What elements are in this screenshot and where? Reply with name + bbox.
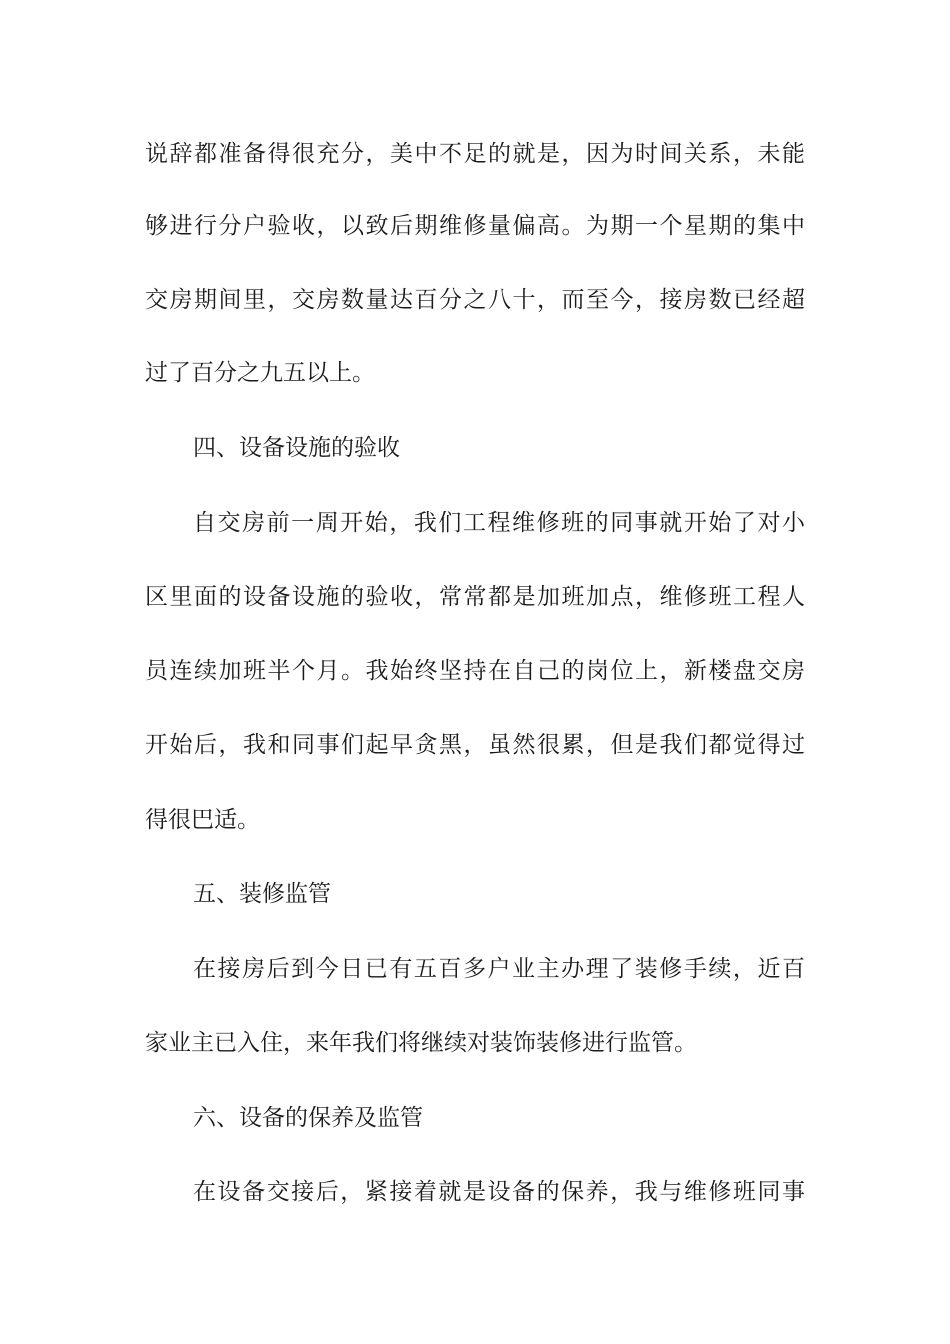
- paragraph-line: 在设备交接后，紧接着就是设备的保养，我与维修班同事: [193, 1179, 805, 1205]
- paragraph-line: 说辞都准备得很充分，美中不足的就是，因为时间关系，未能: [145, 141, 805, 167]
- section-heading: 五、装修监管: [193, 881, 331, 907]
- section-heading: 六、设备的保养及监管: [193, 1105, 423, 1131]
- paragraph-line: 自交房前一周开始，我们工程维修班的同事就开始了对小: [193, 510, 805, 536]
- paragraph-line: 得很巴适。: [145, 807, 260, 833]
- paragraph-line: 家业主已入住，来年我们将继续对装饰装修进行监管。: [145, 1030, 697, 1056]
- paragraph-line: 交房期间里，交房数量达百分之八十，而至今，接房数已经超: [145, 287, 805, 313]
- paragraph-line: 够进行分户验收，以致后期维修量偏高。为期一个星期的集中: [145, 213, 805, 239]
- paragraph-line: 在接房后到今日已有五百多户业主办理了装修手续，近百: [193, 956, 805, 982]
- paragraph-line: 区里面的设备设施的验收，常常都是加班加点，维修班工程人: [145, 584, 805, 610]
- section-heading: 四、设备设施的验收: [193, 435, 400, 461]
- paragraph-line: 开始后，我和同事们起早贪黑，虽然很累，但是我们都觉得过: [145, 732, 805, 758]
- paragraph-line: 过了百分之九五以上。: [145, 360, 375, 386]
- paragraph-line: 员连续加班半个月。我始终坚持在自己的岗位上，新楼盘交房: [145, 658, 805, 684]
